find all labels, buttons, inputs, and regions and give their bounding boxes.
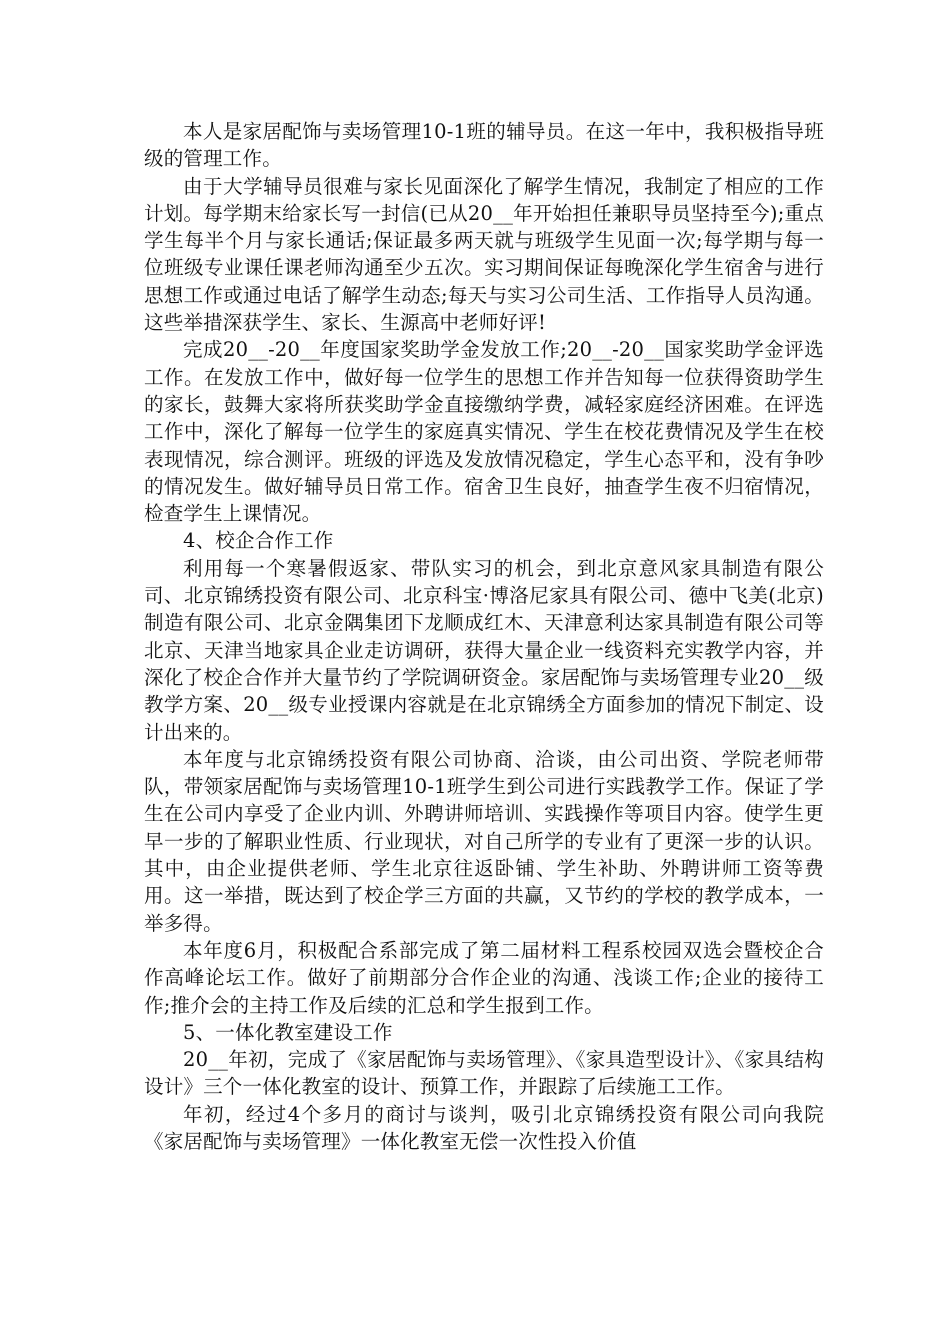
paragraph-parent-communication: 由于大学辅导员很难与家长见面深化了解学生情况，我制定了相应的工作计划。每学期末给家长写一封信(已从20__年开始担任兼职导员坚持至今);重点学生每半个月与家长通话;保证最多两天就与班级学生见面一次;每学期与每一位班级专业课任课老师沟通至少五次。实习期间保证每晚深化学生宿舍与进行思想工作或通过电话了解学生动态;每天与实习公司生活、工作指导人员沟通。这些举措深获学生、家长、生源高中老师好评! (144, 174, 824, 335)
paragraph-classroom-design: 20__年初，完成了《家居配饰与卖场管理》、《家具造型设计》、《家具结构设计》三个一体化教室的设计、预算工作，并跟踪了后续施工工作。 (144, 1048, 824, 1099)
document-body (144, 118, 824, 1155)
paragraph-intro: 本人是家居配饰与卖场管理10-1班的辅导员。在这一年中，我积极指导班级的管理工作。 (144, 120, 824, 171)
paragraph-practice-teaching: 本年度与北京锦绣投资有限公司协商、洽谈，由公司出资、学院老师带队，带领家居配饰与卖场管理10-1班学生到公司进行实践教学工作。保证了学生在公司内享受了企业内训、外聘讲师培训、实践操作等项目内容。使学生更早一步的了解职业性质、行业现状，对自己所学的专业有了更深一步的认识。其中，由企业提供老师、学生北京往返卧铺、学生补助、外聘讲师工资等费用。这一举措，既达到了校企学三方面的共赢，又节约的学校的教学成本，一举多得。 (144, 747, 824, 935)
paragraph-scholarship-work: 完成20__-20__年度国家奖助学金发放工作;20__-20__国家奖助学金评选工作。在发放工作中，做好每一位学生的思想工作并告知每一位获得资助学生的家长，鼓舞大家将所获奖助学金直接缴纳学费，减轻家庭经济困难。在评选工作中，深化了解每一位学生的家庭真实情况、学生在校花费情况及学生在校表现情况，综合测评。班级的评选及发放情况稳定，学生心态平和，没有争吵的情况发生。做好辅导员日常工作。宿舍卫生良好，抽查学生夜不归宿情况，检查学生上课情况。 (144, 338, 824, 526)
section-heading-school-enterprise: 4、校企合作工作 (183, 529, 334, 553)
paragraph-enterprise-visits: 利用每一个寒暑假返家、带队实习的机会，到北京意风家具制造有限公司、北京锦绣投资有限公司、北京科宝·博洛尼家具有限公司、德中飞美(北京)制造有限公司、北京金隅集团下龙顺成红木、天津意利达家具制造有限公司等北京、天津当地家具企业走访调研，获得大量企业一线资料充实教学内容，并深化了校企合作并大量节约了学院调研资金。家居配饰与卖场管理专业20__级教学方案、20__级专业授课内容就是在北京锦绣全方面参加的情况下制定、设计出来的。 (144, 556, 824, 744)
paragraph-classroom-investment: 年初，经过4个多月的商讨与谈判，吸引北京锦绣投资有限公司向我院《家居配饰与卖场管理》一体化教室无偿一次性投入价值 (144, 1102, 824, 1153)
section-heading-classroom: 5、一体化教室建设工作 (183, 1020, 393, 1044)
paragraph-job-fair: 本年度6月，积极配合系部完成了第二届材料工程系校园双选会暨校企合作高峰论坛工作。做好了前期部分合作企业的沟通、浅谈工作;企业的接待工作;推介会的主持工作及后续的汇总和学生报到工作。 (144, 938, 824, 1017)
